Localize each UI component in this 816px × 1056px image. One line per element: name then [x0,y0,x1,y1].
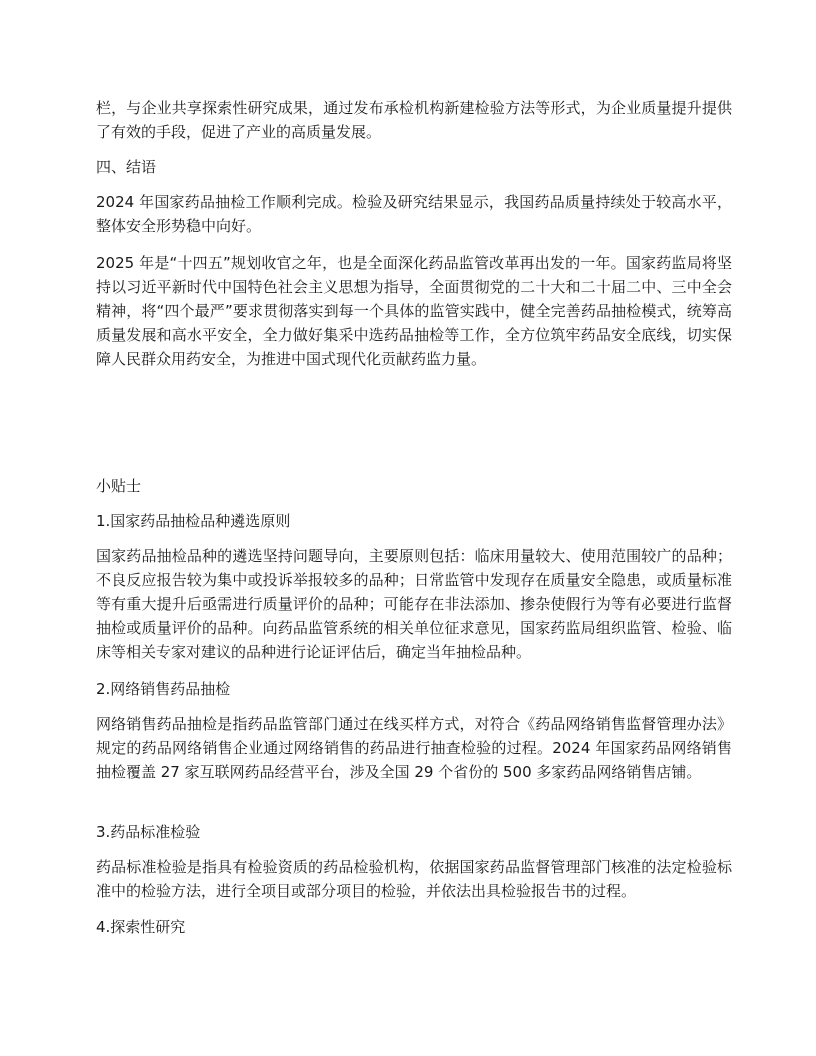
tip-heading-1: 1.国家药品抽检品种遴选原则 [96,512,291,530]
section-heading-conclusion: 四、结语 [96,158,157,176]
conclusion-paragraph-1: 2024 年国家药品抽检工作顺利完成。检验及研究结果显示，我国药品质量持续处于较高水平，整体安全形势稳中向好。 [96,193,732,235]
tip-body-3: 药品标准检验是指具有检验资质的药品检验机构，依据国家药品监督管理部门核准的法定检验标准中的检验方法，进行全项目或部分项目的检验，并依法出具检验报告书的过程。 [96,858,732,900]
continuation-paragraph: 栏，与企业共享探索性研究成果，通过发布承检机构新建检验方法等形式，为企业质量提升提供了有效的手段，促进了产业的高质量发展。 [96,99,732,141]
tip-body-2: 网络销售药品抽检是指药品监管部门通过在线买样方式，对符合《药品网络销售监督管理办法》规定的药品网络销售企业通过网络销售的药品进行抽查检验的过程。2024 年国家药品网络销售抽检覆盖 27 家互联网药品经营平台，涉及全国 29 个省份的 500 多家药品网络销售店铺。 [96,715,732,781]
tip-heading-4: 4.探索性研究 [96,918,186,936]
conclusion-paragraph-2: 2025 年是“十四五”规划收官之年，也是全面深化药品监管改革再出发的一年。国家药监局将坚持以习近平新时代中国特色社会主义思想为指导，全面贯彻党的二十大和二十届二中、三中全会精神，将“四个最严”要求贯彻落实到每一个具体的监管实践中，健全完善药品抽检模式，统筹高质量发展和高水平安全，全力做好集采中选药品抽检等工作，全方位筑牢药品安全底线，切实保障人民群众用药安全，为推进中国式现代化贡献药监力量。 [96,254,732,368]
tips-title: 小贴士 [96,477,142,495]
tip-heading-3: 3.药品标准检验 [96,823,201,841]
tip-heading-2: 2.网络销售药品抽检 [96,680,231,698]
tip-body-1: 国家药品抽检品种的遴选坚持问题导向，主要原则包括：临床用量较大、使用范围较广的品种；不良反应报告较为集中或投诉举报较多的品种；日常监管中发现存在质量安全隐患，或质量标准等有重大提升后亟需进行质量评价的品种；可能存在非法添加、掺杂使假行为等有必要进行监督抽检或质量评价的品种。向药品监管系统的相关单位征求意见，国家药监局组织监管、检验、临床等相关专家对建议的品种进行论证评估后，确定当年抽检品种。 [96,547,732,661]
